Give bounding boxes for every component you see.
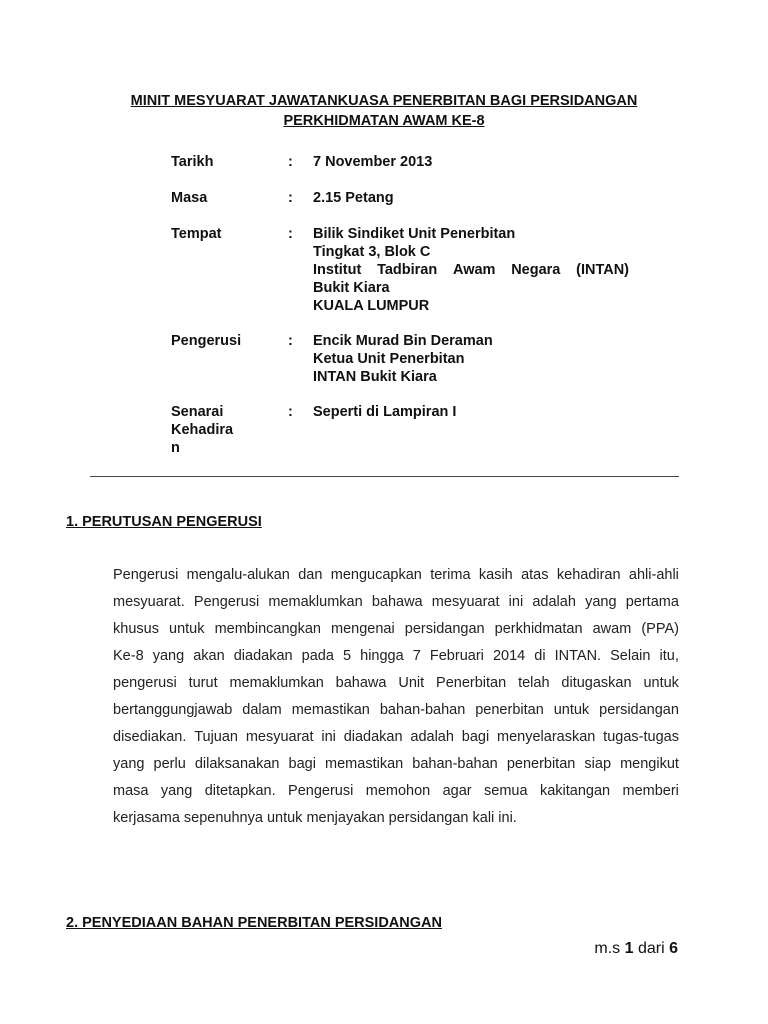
tempat-line-4: Bukit Kiara [313,280,390,296]
tempat-line-5: KUALA LUMPUR [313,298,430,314]
kehadiran-label-line-3: n [171,440,180,456]
page-number [594,938,678,960]
paragraph-line: mesyuarat. Pengerusi memaklumkan bahawa mesyuarat ini adalah yang pertama [113,594,679,610]
paragraph-line: disediakan. Tujuan mesyuarat ini diadakan adalah bagi menyelaraskan tugas-tugas [113,729,679,745]
tempat-line-1: Bilik Sindiket Unit Penerbitan [313,226,516,242]
paragraph-line: pengerusi turut memaklumkan bahawa Unit Penerbitan telah ditugaskan untuk [113,675,679,691]
kehadiran-colon: : [288,404,293,420]
tempat-line-3-word: Negara [511,262,561,278]
kehadiran-value: Seperti di Lampiran I [313,404,457,420]
tempat-line-3-word: Tadbiran [377,262,438,278]
masa-colon: : [288,190,293,206]
pengerusi-label: Pengerusi [171,333,242,349]
divider-line [90,476,679,477]
tempat-line-3-word: (INTAN) [576,262,629,278]
tempat-line-3 [313,261,629,279]
tempat-line-3-word: Awam [452,262,496,278]
tempat-colon: : [288,226,293,242]
document-title-line-2: PERKHIDMATAN AWAM KE-8 [283,113,485,129]
masa-value: 2.15 Petang [313,190,394,206]
paragraph-line: Ke-8 yang akan diadakan pada 5 hingga 7 Februari 2014 di INTAN. Selain itu, [113,648,679,664]
pengerusi-colon: : [288,333,293,349]
page-number-prefix: m.s [594,940,625,957]
paragraph-line: yang perlu dilaksanakan bagi memastikan bahan-bahan penerbitan siap mengikut [113,756,679,772]
tempat-label: Tempat [171,226,222,242]
tempat-line-2: Tingkat 3, Blok C [313,244,431,260]
tarikh-colon: : [288,154,293,170]
tempat-line-3-word: Institut [313,262,362,278]
page-number-current: 1 [624,940,634,957]
document-title-line-1: MINIT MESYUARAT JAWATANKUASA PENERBITAN BAGI PERSIDANGAN [130,93,638,109]
section-1-heading: 1. PERUTUSAN PENGERUSI [66,514,262,530]
paragraph-line: Pengerusi mengalu-alukan dan mengucapkan terima kasih atas kehadiran ahli-ahli [113,567,679,583]
paragraph-line: khusus untuk membincangkan mengenai persidangan perkhidmatan awam (PPA) [113,621,679,637]
page-number-middle: dari [633,940,670,957]
paragraph-line: bertanggungjawab dalam memastikan bahan-bahan penerbitan untuk persidangan [113,702,679,718]
kehadiran-label-line-2: Kehadira [171,422,234,438]
pengerusi-line-1: Encik Murad Bin Deraman [313,333,493,349]
tarikh-label: Tarikh [171,154,214,170]
paragraph-line: masa yang ditetapkan. Pengerusi memohon agar semua kakitangan memberi [113,783,679,799]
pengerusi-line-3: INTAN Bukit Kiara [313,369,437,385]
tarikh-value: 7 November 2013 [313,154,433,170]
masa-label: Masa [171,190,208,206]
section-2-heading: 2. PENYEDIAAN BAHAN PENERBITAN PERSIDANGAN [66,915,442,931]
pengerusi-line-2: Ketua Unit Penerbitan [313,351,465,367]
kehadiran-label-line-1: Senarai [171,404,224,420]
paragraph-line: kerjasama sepenuhnya untuk menjayakan persidangan kali ini. [113,810,517,826]
page-number-total: 6 [669,940,678,957]
